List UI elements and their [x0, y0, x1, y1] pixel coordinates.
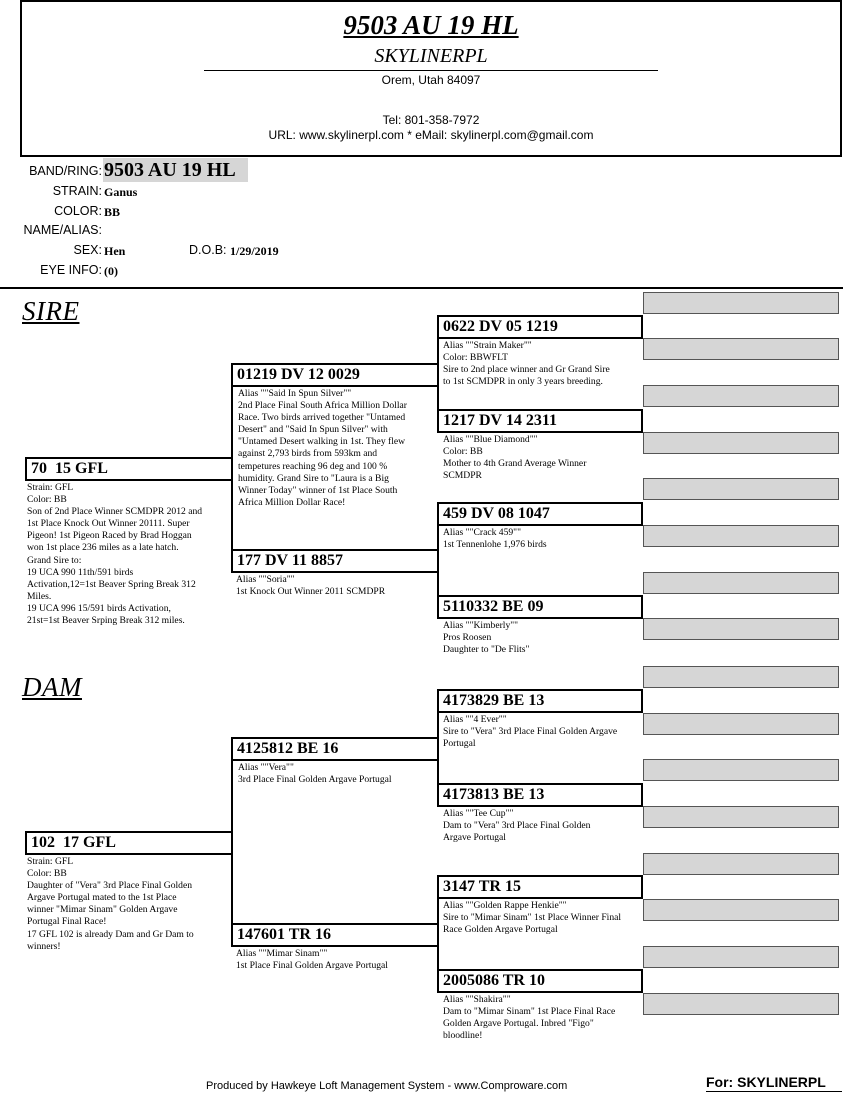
info-line: Mother to 4th Grand Average Winner: [443, 458, 587, 470]
gray-box-5: [643, 478, 839, 500]
sire-dam-band: 177 DV 11 8857: [231, 549, 439, 573]
info-line: Alias ""Mimar Sinam"": [236, 948, 328, 959]
info-line: Daughter of "Vera" 3rd Place Final Golden: [27, 880, 193, 892]
color-label: COLOR:: [54, 204, 102, 218]
footer-for-loft: For: SKYLINERPL: [706, 1074, 826, 1090]
dam-dam-sire-band: 3147 TR 15: [437, 875, 643, 899]
gray-box-1: [643, 292, 839, 314]
strain-label: STRAIN:: [52, 184, 102, 198]
name-alias-label: NAME/ALIAS:: [23, 223, 102, 237]
info-line: Alias ""Vera"": [238, 762, 294, 773]
sire-dam-info: [236, 574, 436, 598]
dam-band: 102 17 GFL: [25, 831, 233, 855]
info-line: Alias ""Tee Cup"": [443, 808, 514, 819]
gray-box-10: [643, 713, 839, 735]
header-divider: [204, 70, 658, 71]
info-line: Alias ""4 Ever"": [443, 714, 507, 725]
sire-sire-info: [238, 388, 438, 509]
info-line: Dam to "Vera" 3rd Place Final Golden: [443, 820, 591, 832]
info-line: 1st Tennenlohe 1,976 birds: [443, 539, 547, 551]
sire-dam-sire-band: 459 DV 08 1047: [437, 502, 643, 526]
sire-sire-dam-info: [443, 434, 641, 482]
info-line: winner "Mimar Sinam" Golden Argave: [27, 904, 178, 916]
gray-box-8: [643, 618, 839, 640]
gray-box-9: [643, 666, 839, 688]
info-line: 3rd Place Final Golden Argave Portugal: [238, 774, 392, 786]
info-line: Activation,12=1st Beaver Spring Break 312: [27, 578, 196, 590]
main-divider: [0, 287, 843, 289]
info-line: Alias ""Shakira"": [443, 994, 511, 1005]
info-line: Alias ""Blue Diamond"": [443, 434, 538, 445]
sire-sire-sire-band: 0622 DV 05 1219: [437, 315, 643, 339]
band-label: BAND/RING:: [29, 164, 102, 178]
sex-value: Hen: [104, 244, 126, 258]
info-line: Color: BBWFLT: [443, 352, 508, 364]
eye-info-value: (0): [104, 264, 118, 278]
info-line: 19 UCA 990 11th/591 birds: [27, 566, 134, 578]
sire-heading: SIRE: [22, 296, 80, 326]
info-line: Strain: GFL: [27, 856, 74, 867]
header-tel: Tel: 801-358-7972: [382, 113, 480, 127]
info-line: Africa Million Dollar Race!: [238, 496, 346, 508]
info-line: Race Golden Argave Portugal: [443, 924, 558, 936]
info-line: Miles.: [27, 590, 52, 602]
dam-info: [27, 856, 232, 953]
sex-label: SEX:: [73, 243, 102, 257]
info-line: 2nd Place Final South Africa Million Dollar: [238, 400, 407, 412]
info-line: winners!: [27, 940, 61, 952]
info-line: 1st Place Knock Out Winner 20111. Super: [27, 518, 190, 530]
info-line: Desert" and "Said In Spun Silver" with: [238, 424, 388, 436]
color-value: BB: [104, 205, 121, 219]
sire-dam-sire-info: [443, 527, 641, 551]
info-line: Portugal Final Race!: [27, 916, 107, 928]
dam-sire-dam-band: 4173813 BE 13: [437, 783, 643, 807]
info-line: Argave Portugal: [443, 832, 506, 844]
info-line: Grand Sire to:: [27, 554, 82, 566]
dam-sire-band: 4125812 BE 16: [231, 737, 439, 761]
info-line: Portugal: [443, 738, 476, 750]
info-line: 21st=1st Beaver Srping Break 312 miles.: [27, 615, 185, 627]
header-band-number: 9503 AU 19 HL: [343, 10, 519, 40]
dam-dam-sire-info: [443, 900, 641, 936]
gray-box-11: [643, 759, 839, 781]
gray-box-4: [643, 432, 839, 454]
strain-value: Ganus: [104, 185, 138, 199]
header-city: Orem, Utah 84097: [381, 73, 481, 87]
info-line: "Untamed Desert walking in 1st. They flew: [238, 436, 406, 448]
dam-dam-band: 147601 TR 16: [231, 923, 439, 947]
sire-band: 70 15 GFL: [25, 457, 233, 481]
gray-box-15: [643, 946, 839, 968]
info-line: Alias ""Crack 459"": [443, 527, 522, 538]
info-line: Pros Roosen: [443, 632, 492, 644]
info-line: 19 UCA 996 15/591 birds Activation,: [27, 602, 171, 614]
sire-dam-dam-band: 5110332 BE 09: [437, 595, 643, 619]
info-line: Color: BB: [27, 494, 67, 506]
sire-sire-sire-info: [443, 340, 641, 388]
dam-sire-info: [238, 762, 438, 786]
sire-sire-band: 01219 DV 12 0029: [231, 363, 439, 387]
info-line: Color: BB: [27, 868, 67, 880]
info-line: won 1st place 236 miles as a late hatch.: [27, 542, 179, 554]
dam-heading: DAM: [22, 672, 82, 702]
info-line: Daughter to "De Flits": [443, 644, 530, 656]
info-line: Son of 2nd Place Winner SCMDPR 2012 and: [27, 506, 203, 518]
dam-dam-info: [236, 948, 436, 972]
header-loft-name: SKYLINERPL: [374, 45, 488, 67]
info-line: 17 GFL 102 is already Dam and Gr Dam to: [27, 928, 194, 940]
sire-dam-dam-info: [443, 620, 641, 656]
info-line: against 2,793 birds from 593km and: [238, 448, 378, 460]
gray-box-2: [643, 338, 839, 360]
gray-box-16: [643, 993, 839, 1015]
info-line: Alias ""Golden Rappe Henkie"": [443, 900, 567, 911]
sire-info: [27, 482, 232, 627]
info-line: Winner Today" winner of 1st Place South: [238, 484, 398, 496]
dam-dam-dam-band: 2005086 TR 10: [437, 969, 643, 993]
info-line: Sire to "Vera" 3rd Place Final Golden Argave: [443, 726, 618, 738]
header-box: [20, 0, 842, 157]
info-line: Alias ""Kimberly"": [443, 620, 519, 631]
info-line: Argave Portugal mated to the 1st Place: [27, 892, 177, 904]
dam-sire-sire-band: 4173829 BE 13: [437, 689, 643, 713]
header-web: URL: www.skylinerpl.com * eMail: skylinerpl.com@gmail.com: [268, 128, 594, 142]
gray-box-14: [643, 899, 839, 921]
info-line: Golden Argave Portugal. Inbred "Figo": [443, 1018, 594, 1030]
info-line: bloodline!: [443, 1030, 483, 1042]
info-line: Alias ""Strain Maker"": [443, 340, 532, 351]
info-line: Dam to "Mimar Sinam" 1st Place Final Race: [443, 1006, 616, 1018]
dob-value: 1/29/2019: [230, 244, 279, 258]
dam-dam-dam-info: [443, 994, 641, 1042]
gray-box-13: [643, 853, 839, 875]
gray-box-7: [643, 572, 839, 594]
info-line: to 1st SCMDPR in only 3 years breeding.: [443, 376, 603, 388]
info-line: Alias ""Soria"": [236, 574, 295, 585]
band-value: 9503 AU 19 HL: [103, 158, 248, 182]
info-line: Strain: GFL: [27, 482, 74, 493]
dam-sire-dam-info: [443, 808, 641, 844]
info-line: 1st Knock Out Winner 2011 SCMDPR: [236, 586, 386, 598]
info-line: Color: BB: [443, 446, 483, 458]
gray-box-6: [643, 525, 839, 547]
eye-info-label: EYE INFO:: [40, 263, 102, 277]
gray-box-12: [643, 806, 839, 828]
info-line: Sire to "Mimar Sinam" 1st Place Winner Final: [443, 912, 622, 924]
info-line: humidity. Grand Sire to "Laura is a Big: [238, 472, 389, 484]
dam-sire-sire-info: [443, 714, 641, 750]
footer-produced-by: Produced by Hawkeye Loft Management System - www.Comproware.com: [206, 1080, 568, 1092]
footer-divider: [706, 1091, 842, 1092]
info-line: tempetures reaching 96 deg and 100 %: [238, 460, 388, 472]
info-line: Race. Two birds arrived together "Untamed: [238, 412, 406, 424]
info-line: SCMDPR: [443, 470, 482, 482]
info-line: 1st Place Final Golden Argave Portugal: [236, 960, 388, 972]
info-line: Pigeon! 1st Pigeon Raced by Brad Hoggan: [27, 530, 192, 542]
info-line: Alias ""Said In Spun Silver"": [238, 388, 352, 399]
info-line: Sire to 2nd place winner and Gr Grand Sire: [443, 364, 610, 376]
sire-sire-dam-band: 1217 DV 14 2311: [437, 409, 643, 433]
dob-label: D.O.B:: [189, 243, 227, 257]
gray-box-3: [643, 385, 839, 407]
